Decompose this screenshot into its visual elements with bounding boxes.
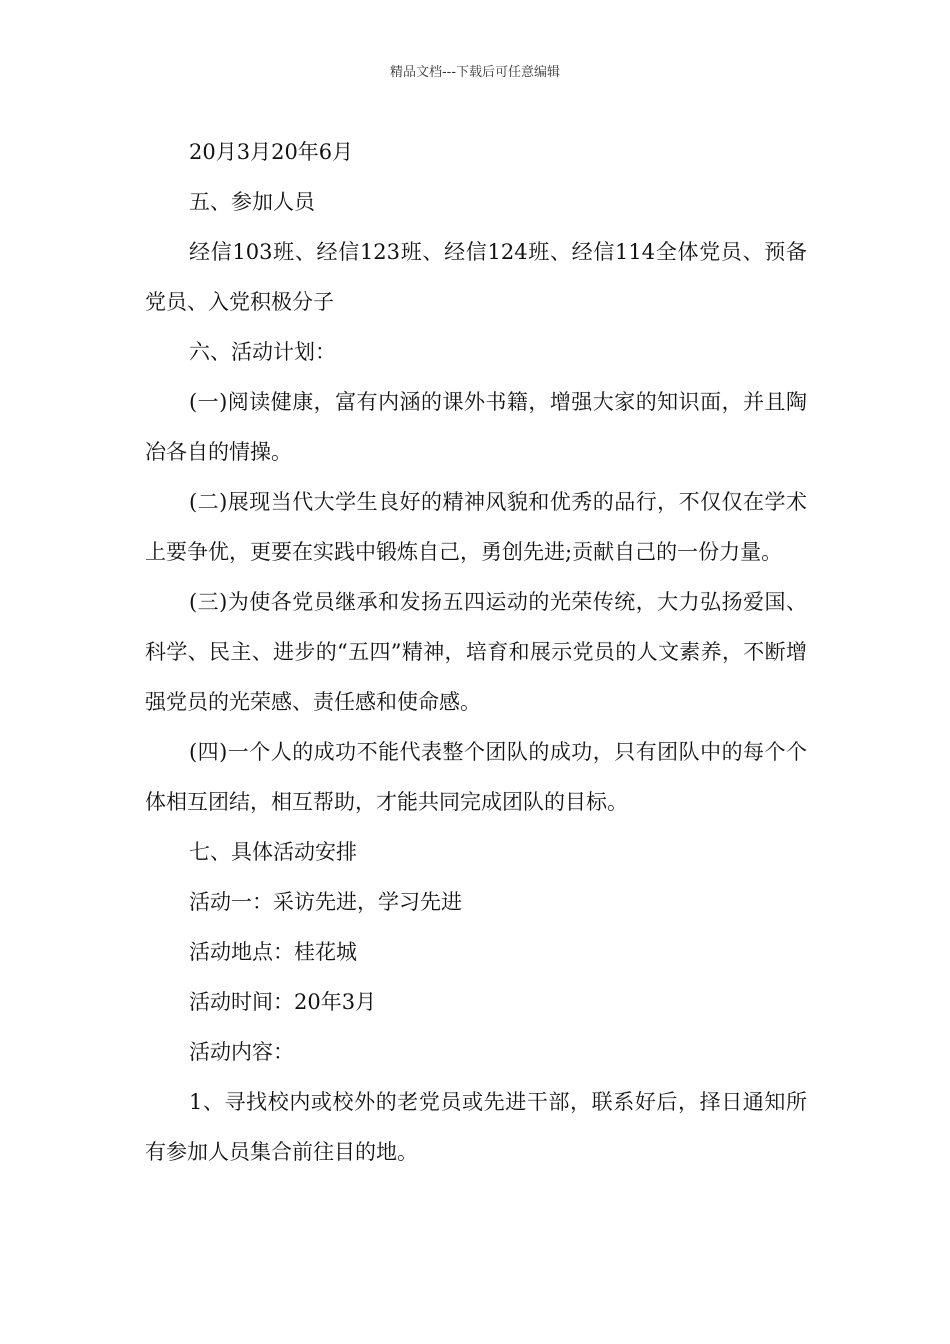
paragraph-plan-3: (三)为使各党员继承和发扬五四运动的光荣传统，大力弘扬爱国、科学、民主、进步的“五四”精神，培育和展示党员的人文素养，不断增强党员的光荣感、责任感和使命感。 — [145, 590, 807, 714]
paragraph-activity-time: 活动时间：20年3月 — [189, 990, 377, 1014]
page-header: 精品文档---下载后可任意编辑 — [389, 65, 561, 80]
paragraph-participants: 经信103班、经信123班、经信124班、经信114全体党员、预备党员、入党积极分子 — [145, 240, 807, 314]
document-body — [145, 127, 807, 1177]
paragraph-content-step-1: 1、寻找校内或校外的老党员或先进干部，联系好后，择日通知所有参加人员集合前往目的地。 — [145, 1090, 807, 1164]
section-heading-schedule: 七、具体活动安排 — [189, 840, 357, 864]
paragraph-plan-2: (二)展现当代大学生良好的精神风貌和优秀的品行，不仅仅在学术上要争优，更要在实践中锻炼自己，勇创先进;贡献自己的一份力量。 — [145, 490, 807, 564]
section-heading-activity-plan: 六、活动计划： — [189, 340, 336, 364]
paragraph-date-range: 20月3月20年6月 — [189, 140, 354, 164]
paragraph-plan-4: (四)一个人的成功不能代表整个团队的成功，只有团队中的每个个体相互团结，相互帮助，才能共同完成团队的目标。 — [145, 740, 807, 814]
paragraph-activity-content-label: 活动内容： — [189, 1040, 294, 1064]
paragraph-activity-one: 活动一：采访先进，学习先进 — [189, 890, 462, 914]
paragraph-activity-location: 活动地点：桂花城 — [189, 940, 357, 964]
paragraph-plan-1: (一)阅读健康，富有内涵的课外书籍，增强大家的知识面，并且陶冶各自的情操。 — [145, 390, 807, 464]
section-heading-participants: 五、参加人员 — [189, 190, 315, 214]
